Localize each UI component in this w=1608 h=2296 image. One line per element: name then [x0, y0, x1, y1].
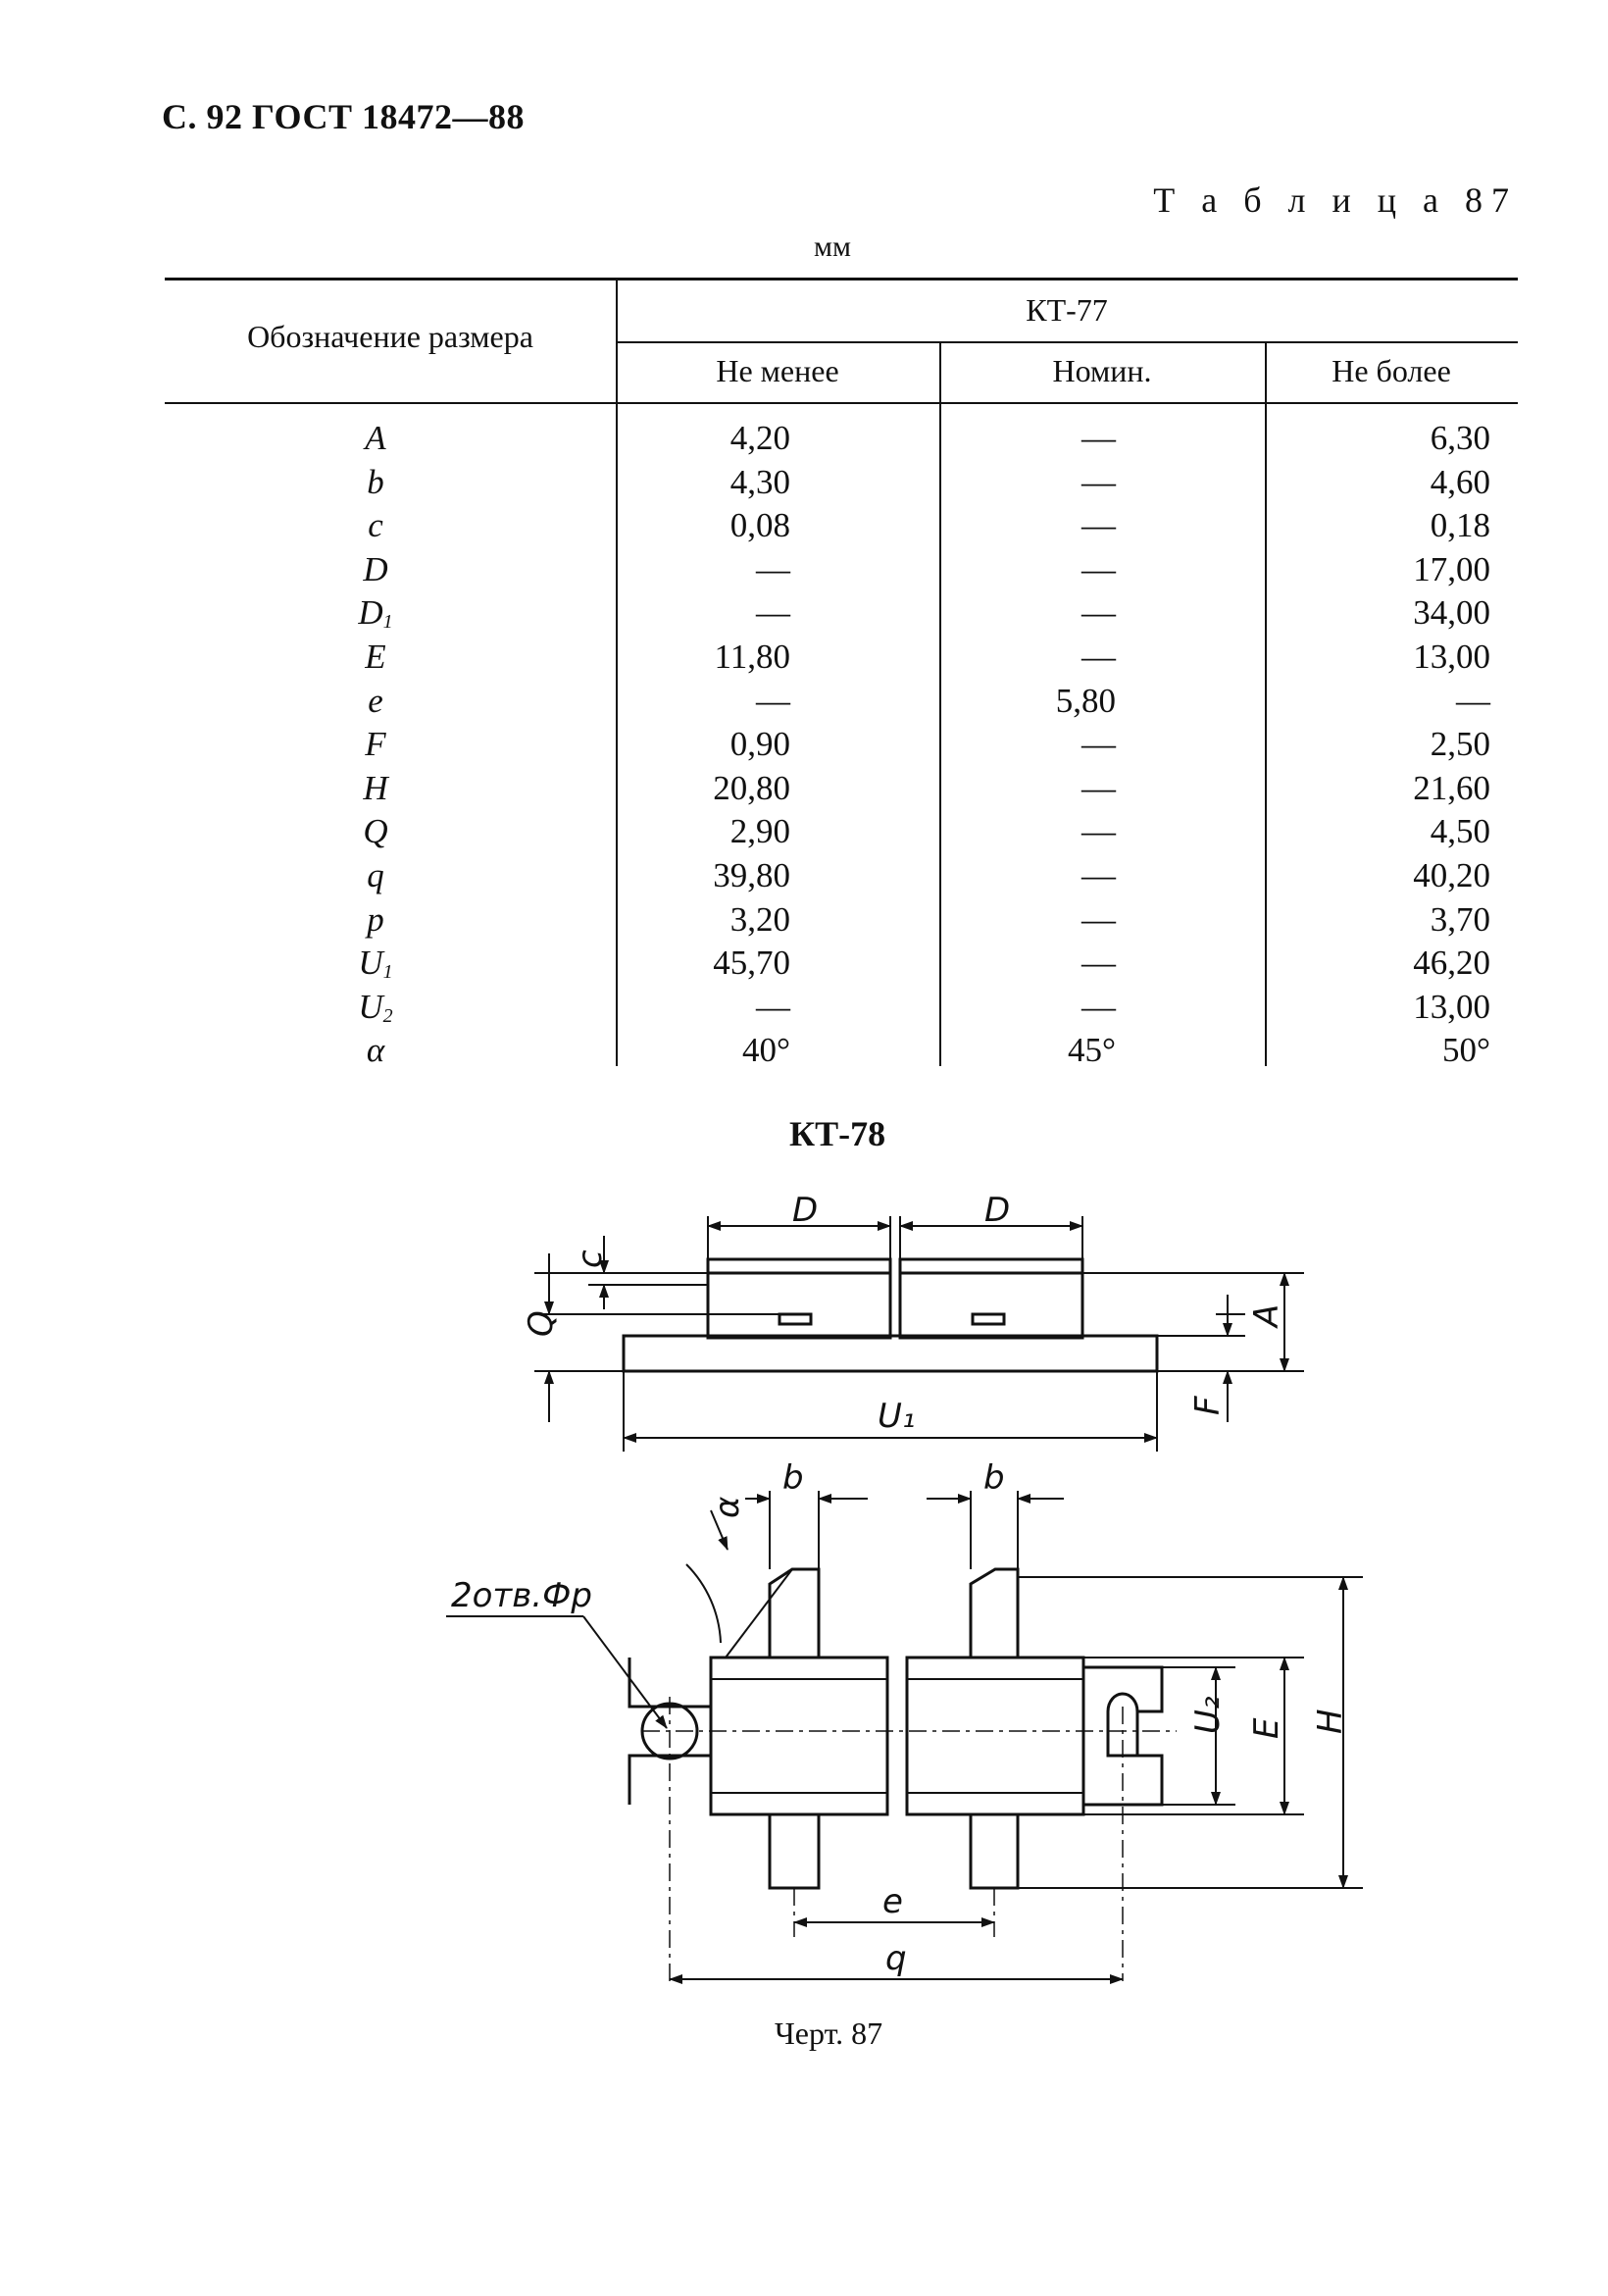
value-max: 2,50 — [1430, 725, 1490, 764]
figure-caption: Черт. 87 — [775, 2015, 883, 2051]
value-nom: — — [1081, 768, 1116, 807]
value-min: 0,90 — [729, 725, 790, 764]
label-alpha: α — [708, 1496, 747, 1518]
label-q: q — [885, 1939, 907, 1978]
dimension-symbol: A — [365, 419, 386, 457]
dimension-symbol: c — [368, 506, 383, 545]
dimension-symbol: p — [367, 899, 384, 939]
dimension-symbol: b — [367, 462, 384, 501]
side-view — [534, 1216, 1304, 1452]
value-nom: — — [1081, 593, 1116, 633]
value-nom: — — [1081, 725, 1116, 764]
col-header-min: Не менее — [716, 353, 839, 388]
label-U1: U₁ — [878, 1397, 916, 1436]
label-Q: Q — [522, 1310, 561, 1337]
value-nom: — — [1081, 419, 1116, 457]
value-min: 40° — [742, 1031, 790, 1070]
label-F: F — [1188, 1396, 1228, 1415]
dimension-symbol: Q — [363, 812, 388, 851]
label-E: E — [1247, 1717, 1286, 1739]
dimension-symbol: α — [366, 1031, 385, 1070]
right-block — [900, 1259, 1082, 1338]
drawing-title: КТ-78 — [789, 1114, 886, 1153]
value-min: 0,08 — [729, 506, 790, 545]
dimension-symbol: H — [363, 768, 388, 807]
value-nom: — — [1081, 944, 1116, 983]
value-nom: 45° — [1068, 1031, 1116, 1070]
value-nom: — — [1081, 987, 1116, 1026]
label-U2: U₂ — [1188, 1696, 1228, 1734]
value-max: 4,50 — [1430, 812, 1490, 851]
value-max: 21,60 — [1413, 768, 1490, 807]
dimension-symbol: e — [368, 681, 383, 720]
dimension-symbol: $U_1$ — [358, 944, 393, 984]
dimension-symbol: D — [363, 549, 388, 588]
dimension-symbol: $U_2$ — [358, 987, 393, 1027]
units-label: мм — [814, 230, 851, 263]
value-max: 13,00 — [1413, 638, 1490, 676]
dimension-symbol: $D_1$ — [358, 593, 393, 634]
label-holes: 2отв.Фр — [451, 1576, 592, 1615]
col-header-nom: Номин. — [1052, 353, 1152, 388]
value-max: 46,20 — [1413, 944, 1490, 983]
value-nom: — — [1081, 549, 1116, 588]
value-min: 39,80 — [713, 856, 790, 894]
value-min: 45,70 — [713, 944, 790, 983]
value-min: — — [756, 549, 790, 588]
value-min: — — [756, 681, 790, 720]
value-max: 50° — [1442, 1031, 1490, 1070]
slot-right — [973, 1314, 1004, 1324]
value-min: 3,20 — [729, 899, 790, 939]
value-max: — — [1456, 681, 1490, 720]
value-max: 4,60 — [1430, 462, 1490, 501]
group-header: КТ-77 — [1026, 292, 1108, 328]
value-min: 20,80 — [713, 768, 790, 807]
value-max: 3,70 — [1430, 899, 1490, 939]
value-min: 2,90 — [729, 812, 790, 851]
label-D-right: D — [984, 1191, 1011, 1230]
value-min: 11,80 — [714, 638, 790, 676]
value-nom: — — [1081, 899, 1116, 939]
value-max: 17,00 — [1413, 549, 1490, 588]
label-e: e — [882, 1882, 903, 1921]
col-header-max: Не более — [1332, 353, 1451, 388]
top-view — [446, 1491, 1363, 1981]
label-b-right: b — [983, 1458, 1005, 1498]
page-header: С. 92 ГОСТ 18472—88 — [162, 97, 525, 136]
value-min: — — [756, 987, 790, 1026]
dimension-symbol: E — [365, 638, 386, 676]
slot-left — [779, 1314, 811, 1324]
value-nom: — — [1081, 638, 1116, 676]
pin-right-top — [971, 1569, 1018, 1658]
value-min: — — [756, 593, 790, 633]
value-max: 40,20 — [1413, 856, 1490, 894]
top-body-right — [907, 1658, 1083, 1814]
value-max: 34,00 — [1413, 593, 1490, 633]
pin-left-bottom — [770, 1814, 819, 1888]
param-column-header: Обозначение размера — [247, 319, 533, 354]
value-nom: — — [1081, 812, 1116, 851]
label-A: A — [1247, 1303, 1286, 1327]
pin-left-top — [770, 1569, 819, 1658]
left-block — [708, 1259, 890, 1338]
value-max: 13,00 — [1413, 987, 1490, 1026]
label-c: c — [571, 1250, 610, 1268]
pin-right-bottom — [971, 1814, 1018, 1888]
value-nom: — — [1081, 462, 1116, 501]
dimension-symbol: F — [365, 725, 386, 764]
top-body-left — [711, 1658, 887, 1814]
value-nom: — — [1081, 856, 1116, 894]
value-min: 4,20 — [729, 419, 790, 457]
dimension-symbol: q — [367, 856, 384, 894]
value-max: 6,30 — [1430, 419, 1490, 457]
table-label: Т а б л и ц а 87 — [1153, 180, 1518, 220]
value-max: 0,18 — [1430, 506, 1490, 545]
value-min: 4,30 — [729, 462, 790, 501]
base-plate — [624, 1336, 1157, 1371]
value-nom: — — [1081, 506, 1116, 545]
value-nom: 5,80 — [1055, 681, 1116, 720]
label-b-left: b — [782, 1458, 804, 1498]
label-H: H — [1311, 1709, 1350, 1734]
label-D-left: D — [792, 1191, 819, 1230]
